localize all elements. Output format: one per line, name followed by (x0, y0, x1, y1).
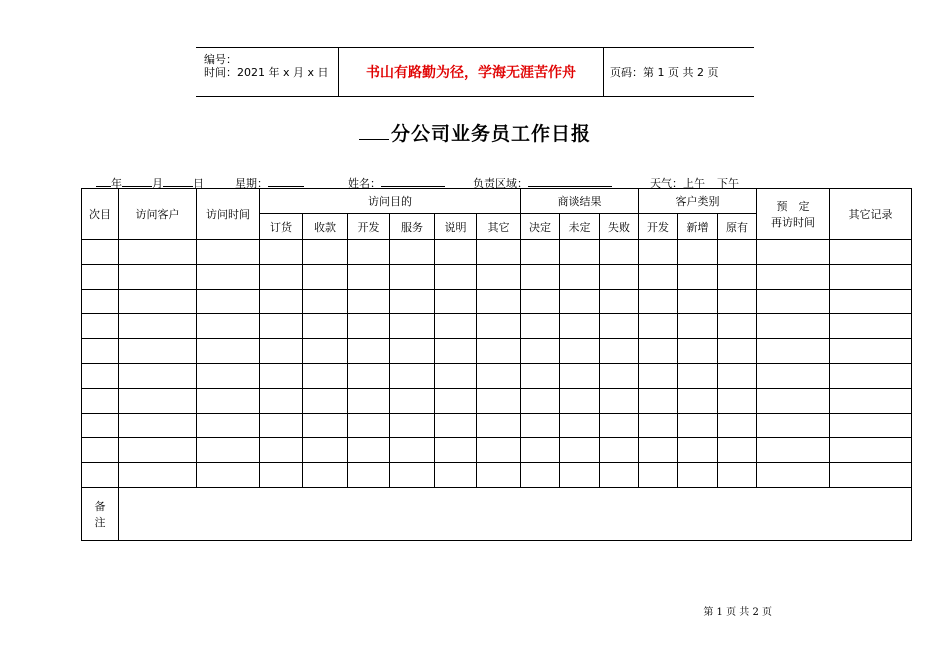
table-cell[interactable] (830, 388, 912, 413)
table-cell[interactable] (119, 314, 197, 339)
purpose-other-header: 其它 (477, 214, 521, 240)
table-cell[interactable] (303, 463, 348, 488)
table-cell[interactable] (390, 240, 435, 265)
table-cell[interactable] (435, 289, 477, 314)
table-cell[interactable] (82, 363, 119, 388)
remark-label-line1: 备 (94, 499, 106, 513)
month-label: 月 (152, 177, 163, 190)
table-cell[interactable] (560, 240, 600, 265)
table-cell[interactable] (303, 264, 348, 289)
table-cell[interactable] (119, 438, 197, 463)
table-cell[interactable] (435, 314, 477, 339)
table-cell[interactable] (678, 240, 718, 265)
table-cell[interactable] (390, 339, 435, 364)
table-cell[interactable] (477, 413, 521, 438)
day-blank[interactable] (163, 176, 193, 187)
col-order-header: 次目 (82, 189, 119, 240)
purpose-order-header: 订货 (260, 214, 303, 240)
table-cell[interactable] (639, 264, 678, 289)
table-cell[interactable] (348, 339, 390, 364)
table-cell[interactable] (348, 413, 390, 438)
table-cell[interactable] (197, 289, 260, 314)
table-cell[interactable] (348, 264, 390, 289)
table-row (82, 438, 912, 463)
purpose-develop-header: 开发 (348, 214, 390, 240)
table-cell[interactable] (82, 240, 119, 265)
table-row (82, 289, 912, 314)
page-title (0, 119, 950, 146)
table-cell[interactable] (435, 388, 477, 413)
table-cell[interactable] (390, 413, 435, 438)
table-cell[interactable] (757, 240, 830, 265)
table-cell[interactable] (521, 388, 560, 413)
table-cell[interactable] (600, 289, 639, 314)
remark-row (82, 487, 912, 540)
purpose-header: 访问目的 (260, 189, 521, 214)
table-cell[interactable] (757, 314, 830, 339)
month-blank[interactable] (122, 176, 152, 187)
table-cell[interactable] (600, 264, 639, 289)
table-cell[interactable] (348, 388, 390, 413)
year-label: 年 (111, 177, 122, 190)
table-cell[interactable] (119, 289, 197, 314)
remark-label (82, 487, 119, 540)
table-cell[interactable] (830, 463, 912, 488)
table-row (82, 314, 912, 339)
table-cell[interactable] (348, 314, 390, 339)
weekday-label: 星期： (235, 177, 268, 190)
table-cell[interactable] (521, 339, 560, 364)
table-cell[interactable] (830, 363, 912, 388)
table-cell[interactable] (348, 463, 390, 488)
table-cell[interactable] (303, 388, 348, 413)
table-cell[interactable] (197, 363, 260, 388)
table-cell[interactable] (521, 314, 560, 339)
header-slogan: 书山有路勤为径，学海无涯苦作舟 (338, 48, 604, 96)
table-cell[interactable] (757, 388, 830, 413)
table-cell[interactable] (119, 264, 197, 289)
category-header: 客户类别 (639, 189, 757, 214)
table-cell[interactable] (678, 314, 718, 339)
table-cell[interactable] (600, 413, 639, 438)
result-header: 商谈结果 (521, 189, 639, 214)
table-row (82, 388, 912, 413)
table-cell[interactable] (560, 289, 600, 314)
table-cell[interactable] (82, 314, 119, 339)
table-cell[interactable] (477, 438, 521, 463)
table-cell[interactable] (639, 438, 678, 463)
table-row (82, 240, 912, 265)
other-notes-header: 其它记录 (830, 189, 912, 240)
table-cell[interactable] (197, 339, 260, 364)
table-cell[interactable] (560, 388, 600, 413)
table-cell[interactable] (639, 413, 678, 438)
table-cell[interactable] (303, 413, 348, 438)
table-cell[interactable] (560, 438, 600, 463)
table-cell[interactable] (678, 289, 718, 314)
table-cell[interactable] (82, 339, 119, 364)
table-cell[interactable] (560, 264, 600, 289)
col-time-header: 访问时间 (197, 189, 260, 240)
table-cell[interactable] (600, 463, 639, 488)
table-cell[interactable] (197, 314, 260, 339)
table-cell[interactable] (521, 463, 560, 488)
table-cell[interactable] (560, 314, 600, 339)
revisit-header (757, 189, 830, 240)
name-label: 姓名： (348, 177, 381, 190)
remark-label-line2: 注 (94, 515, 106, 529)
title-text: 分公司业务员工作日报 (390, 123, 591, 145)
table-cell[interactable] (260, 289, 303, 314)
table-cell[interactable] (830, 314, 912, 339)
table-cell[interactable] (390, 314, 435, 339)
table-cell[interactable] (435, 463, 477, 488)
table-cell[interactable] (260, 240, 303, 265)
table-cell[interactable] (639, 240, 678, 265)
table-cell[interactable] (718, 413, 757, 438)
table-cell[interactable] (119, 413, 197, 438)
data-rows (82, 240, 912, 488)
revisit-header-line2: 再访时间 (771, 216, 815, 229)
name-blank[interactable] (381, 176, 445, 187)
purpose-payment-header: 收款 (303, 214, 348, 240)
table-cell[interactable] (757, 339, 830, 364)
table-cell[interactable] (521, 363, 560, 388)
table-cell[interactable] (718, 463, 757, 488)
table-cell[interactable] (477, 289, 521, 314)
table-row (82, 413, 912, 438)
weather-afternoon-label: 下午 (717, 177, 739, 190)
table-cell[interactable] (757, 438, 830, 463)
report-table (81, 188, 912, 541)
table-cell[interactable] (119, 339, 197, 364)
table-cell[interactable] (260, 363, 303, 388)
col-client-header: 访问客户 (119, 189, 197, 240)
table-cell[interactable] (390, 289, 435, 314)
header-meta (196, 48, 338, 96)
revisit-header-line1: 预 定 (776, 200, 810, 213)
day-label: 日 (193, 177, 204, 190)
document-header (196, 47, 754, 97)
table-cell[interactable] (390, 463, 435, 488)
table-cell[interactable] (477, 463, 521, 488)
table-cell[interactable] (521, 240, 560, 265)
table-cell[interactable] (435, 240, 477, 265)
result-undecided-header: 未定 (560, 214, 600, 240)
table-cell[interactable] (830, 264, 912, 289)
title-branch-blank[interactable] (359, 121, 389, 140)
table-cell[interactable] (718, 240, 757, 265)
table-cell[interactable] (303, 240, 348, 265)
table-cell[interactable] (560, 339, 600, 364)
table-cell[interactable] (303, 289, 348, 314)
table-row (82, 363, 912, 388)
weather-morning-label: 天气：上午 (650, 177, 705, 190)
table-cell[interactable] (435, 264, 477, 289)
table-cell[interactable] (303, 438, 348, 463)
table-cell[interactable] (718, 438, 757, 463)
table-cell[interactable] (82, 413, 119, 438)
table-cell[interactable] (521, 413, 560, 438)
table-cell[interactable] (678, 438, 718, 463)
table-cell[interactable] (600, 314, 639, 339)
remark-cell[interactable] (119, 487, 912, 540)
purpose-explain-header: 说明 (435, 214, 477, 240)
table-cell[interactable] (348, 438, 390, 463)
table-cell[interactable] (521, 438, 560, 463)
table-cell[interactable] (197, 388, 260, 413)
year-blank[interactable] (96, 176, 111, 187)
purpose-service-header: 服务 (390, 214, 435, 240)
table-cell[interactable] (600, 363, 639, 388)
table-cell[interactable] (82, 289, 119, 314)
table-cell[interactable] (477, 314, 521, 339)
table-cell[interactable] (260, 264, 303, 289)
table-cell[interactable] (757, 463, 830, 488)
table-cell[interactable] (435, 339, 477, 364)
result-failed-header: 失败 (600, 214, 639, 240)
table-cell[interactable] (260, 339, 303, 364)
table-cell[interactable] (119, 463, 197, 488)
table-cell[interactable] (718, 264, 757, 289)
table-cell[interactable] (477, 264, 521, 289)
table-cell[interactable] (197, 438, 260, 463)
header-row-1 (82, 189, 912, 214)
table-cell[interactable] (830, 289, 912, 314)
result-decided-header: 决定 (521, 214, 560, 240)
table-row (82, 339, 912, 364)
table-cell[interactable] (718, 339, 757, 364)
table-cell[interactable] (119, 240, 197, 265)
table-cell[interactable] (82, 438, 119, 463)
table-cell[interactable] (678, 363, 718, 388)
table-cell[interactable] (82, 264, 119, 289)
zone-label: 负责区域： (473, 177, 528, 190)
table-cell[interactable] (521, 264, 560, 289)
table-cell[interactable] (830, 413, 912, 438)
header-page-info: 页码：第 1 页 共 2 页 (610, 66, 719, 79)
category-new-header: 新增 (678, 214, 718, 240)
table-cell[interactable] (260, 388, 303, 413)
table-cell[interactable] (757, 289, 830, 314)
table-cell[interactable] (718, 314, 757, 339)
table-cell[interactable] (718, 388, 757, 413)
table-cell[interactable] (560, 363, 600, 388)
table-cell[interactable] (260, 463, 303, 488)
table-cell[interactable] (390, 363, 435, 388)
table-cell[interactable] (757, 363, 830, 388)
table-cell[interactable] (639, 363, 678, 388)
table-cell[interactable] (521, 289, 560, 314)
table-cell[interactable] (830, 438, 912, 463)
table-cell[interactable] (260, 314, 303, 339)
table-cell[interactable] (348, 363, 390, 388)
table-cell[interactable] (260, 413, 303, 438)
zone-blank[interactable] (528, 176, 612, 187)
table-cell[interactable] (718, 289, 757, 314)
category-develop-header: 开发 (639, 214, 678, 240)
table-cell[interactable] (639, 339, 678, 364)
table-row (82, 463, 912, 488)
table-cell[interactable] (82, 388, 119, 413)
table-cell[interactable] (560, 463, 600, 488)
table-cell[interactable] (600, 388, 639, 413)
table-cell[interactable] (435, 413, 477, 438)
table-cell[interactable] (678, 413, 718, 438)
table-cell[interactable] (560, 413, 600, 438)
table-cell[interactable] (757, 413, 830, 438)
table-cell[interactable] (197, 463, 260, 488)
table-cell[interactable] (477, 339, 521, 364)
table-cell[interactable] (477, 388, 521, 413)
table-cell[interactable] (600, 339, 639, 364)
table-cell[interactable] (639, 388, 678, 413)
table-cell[interactable] (348, 240, 390, 265)
table-cell[interactable] (303, 339, 348, 364)
table-cell[interactable] (303, 363, 348, 388)
table-cell[interactable] (197, 240, 260, 265)
table-cell[interactable] (348, 289, 390, 314)
table-cell[interactable] (600, 438, 639, 463)
table-cell[interactable] (830, 339, 912, 364)
table-cell[interactable] (390, 388, 435, 413)
table-cell[interactable] (600, 240, 639, 265)
table-cell[interactable] (757, 264, 830, 289)
table-row (82, 264, 912, 289)
table-cell[interactable] (678, 264, 718, 289)
table-cell[interactable] (639, 289, 678, 314)
table-cell[interactable] (678, 339, 718, 364)
table-cell[interactable] (678, 388, 718, 413)
table-cell[interactable] (119, 388, 197, 413)
table-cell[interactable] (435, 363, 477, 388)
category-existing-header: 原有 (718, 214, 757, 240)
table-cell[interactable] (390, 438, 435, 463)
number-label: 编号： (204, 53, 237, 66)
table-cell[interactable] (197, 264, 260, 289)
weekday-blank[interactable] (268, 176, 304, 187)
table-cell[interactable] (718, 363, 757, 388)
table-cell[interactable] (390, 264, 435, 289)
table-cell[interactable] (678, 463, 718, 488)
table-cell[interactable] (639, 314, 678, 339)
table-cell[interactable] (197, 413, 260, 438)
table-cell[interactable] (260, 438, 303, 463)
table-cell[interactable] (477, 240, 521, 265)
table-cell[interactable] (435, 438, 477, 463)
table-cell[interactable] (830, 240, 912, 265)
page-footer: 第 1 页 共 2 页 (703, 607, 772, 618)
table-cell[interactable] (119, 363, 197, 388)
table-cell[interactable] (639, 463, 678, 488)
table-cell[interactable] (303, 314, 348, 339)
time-label: 时间：2021 年 x 月 x 日 (204, 66, 329, 79)
table-cell[interactable] (82, 463, 119, 488)
table-cell[interactable] (477, 363, 521, 388)
